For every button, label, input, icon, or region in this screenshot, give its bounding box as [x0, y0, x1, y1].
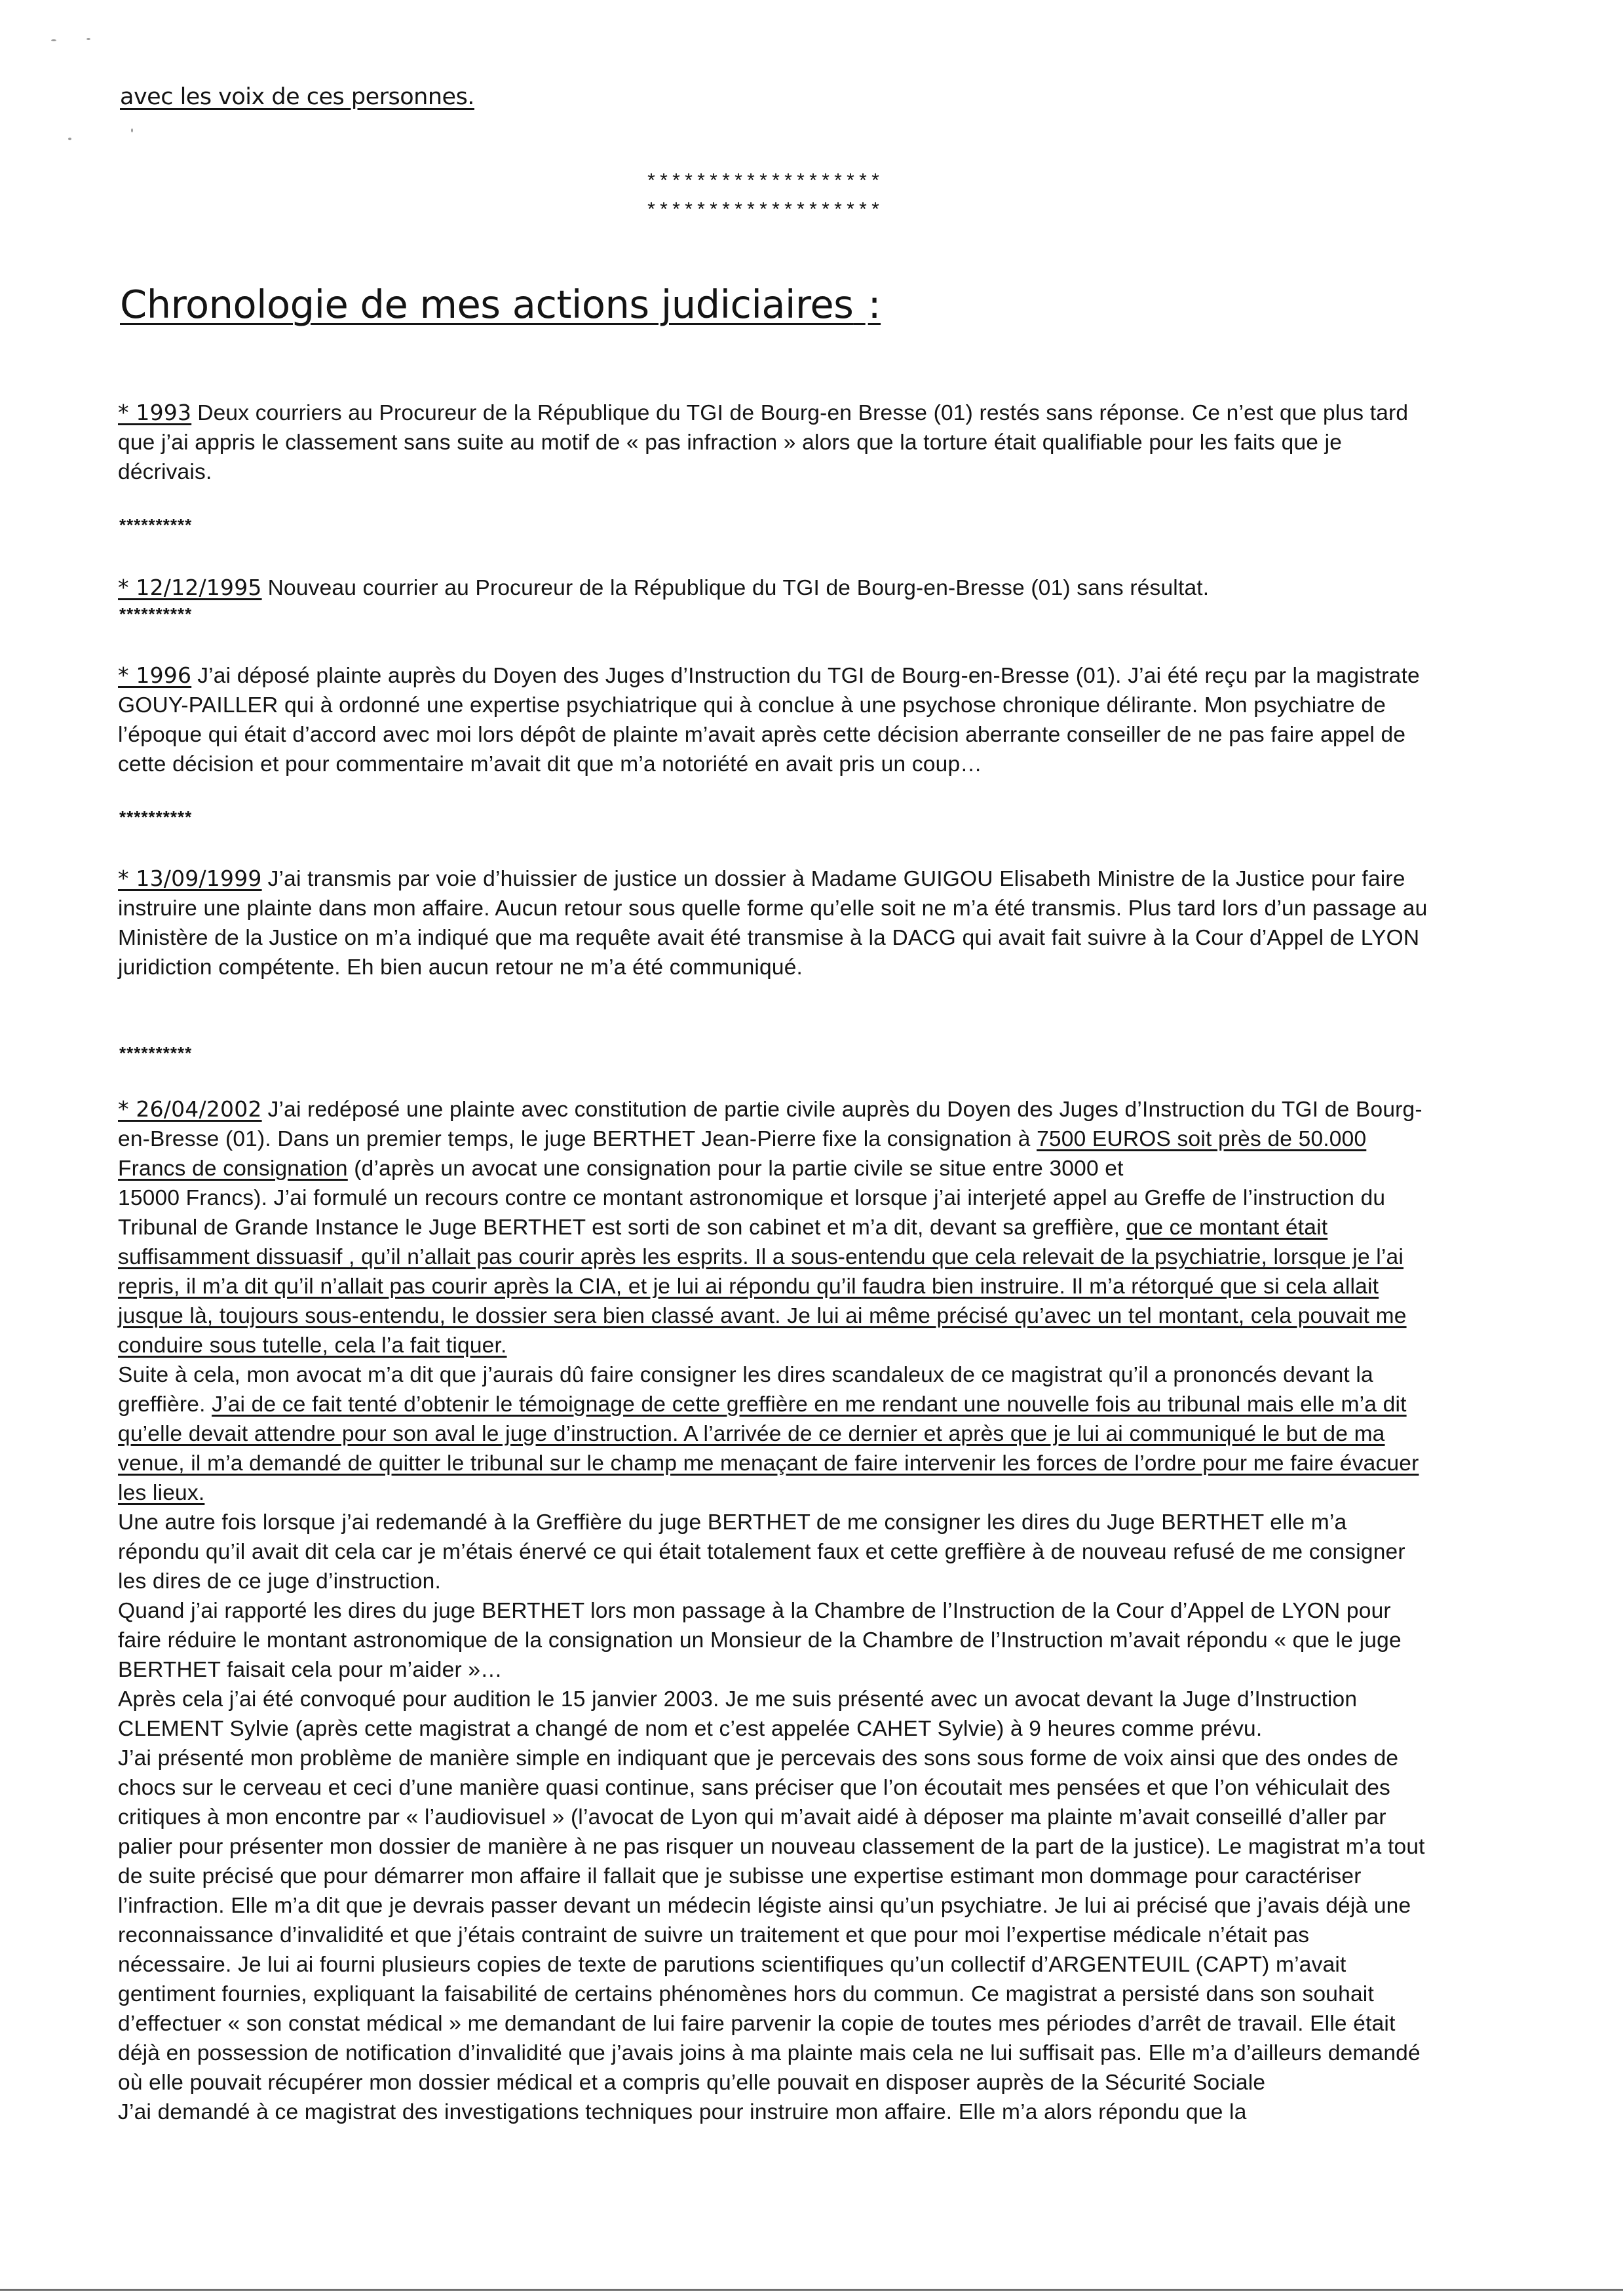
entry-2002-paragraph-5: Quand j’ai rapporté les dires du juge BERTHET lors mon passage à la Chambre de l’Instruction de la Cour d’Appel de LYON pour faire réduire le montant astronomique de la consignation un Monsieur de la Chambre de l’Instruction m’avait répondu « que le juge BERTHET faisait cela pour m’aider »…: [118, 1599, 1402, 1682]
page-title: [120, 282, 881, 327]
entry-text-underlined: 7500 EUROS soit près de 50.000 Francs de consignation: [118, 1127, 1367, 1181]
entry-date: * 1996: [118, 662, 192, 688]
entry-text: J’ai déposé plainte auprès du Doyen des Juges d’Instruction du TGI de Bourg-en-Bresse (01). J’ai été reçu par la magistrate GOUY-PAILLER qui à ordonné une expertise psychiatrique qui à conclue à une psychose chronique délirante. Mon psychiatre de l’époque qui était d’accord avec moi lors dépôt de plainte m’avait après cette décision aberrante conseiller de ne pas faire appel de cette décision et pour commentaire m’avait dit que m’a notoriété en avait pris un coup…: [118, 664, 1420, 776]
entry-date: * 12/12/1995: [118, 575, 262, 600]
entry-date: * 26/04/2002: [118, 1096, 262, 1122]
entry-2002-paragraph-3: [118, 1360, 1428, 1508]
separator: **********: [119, 807, 193, 827]
separator: **********: [119, 515, 193, 535]
page-title-text: Chronologie de mes actions judiciaires: [120, 282, 854, 327]
entry-2002-paragraph-2: [118, 1183, 1428, 1360]
entry-text: Suite à cela, mon avocat m’a dit que j’aurais dû faire consigner les dires scandaleux de ce magistrat qu’il a prononcés devant la greffière.: [118, 1363, 1373, 1417]
entry-2002-paragraph-6: Après cela j’ai été convoqué pour audition le 15 janvier 2003. Je me suis présenté avec un avocat devant la Juge d’Instruction CLEMENT Sylvie (après cette magistrat a changé de nom et c’est appelée CAHET Sylvie) à 9 heures comme prévu.: [118, 1687, 1358, 1741]
bottom-scan-edge: [0, 2289, 1623, 2291]
asterisk-divider-2: *******************: [645, 201, 883, 223]
entry-date: * 1993: [118, 400, 192, 425]
entry-1999: [118, 864, 1428, 982]
entry-2002-paragraph-7: J’ai présenté mon problème de manière simple en indiquant que je percevais des sons sous forme de voix ainsi que des ondes de chocs sur le cerveau et ceci d’une manière quasi continue, sans préciser que l’on écoutait mes pensées et que l’on véhiculait des critiques à mon encontre par « l’audiovisuel » (l’avocat de Lyon qui m’avait aidé à déposer ma plainte m’avait conseillé d’aller par palier pour présenter mon dossier de manière à ne pas risquer un nouveau classement de la part de la justice). Le magistrat m’a tout de suite précisé que pour démarrer mon affaire il fallait que je subisse une expertise estimant mon dommage pour caractériser l’infraction. Elle m’a dit que je devrais passer devant un médecin légiste ainsi qu’un psychiatre. Je lui ai précisé que j’avais déjà une reconnaissance d’invalidité et que j’étais contraint de suivre un traitement et que pour moi l’expertise médicale n’était pas nécessaire. Je lui ai fourni plusieurs copies de texte de parutions scientifiques qu’un collectif d’ARGENTEUIL (CAPT) m’avait gentiment fournies, expliquant la faisabilité de certains phénomènes hors du commun. Ce magistrat a persisté dans son souhait d’effectuer « son constat médical » me demandant de lui faire parvenir la copie de toutes mes périodes d’arrêt de travail. Elle était déjà en possession de notification d’invalidité que j’avais joins à ma plainte mais cela ne lui suffisait pas. Elle m’a d’ailleurs demandé où elle pouvait récupérer mon dossier médical et a compris qu’elle pouvait en disposer auprès de la Sécurité Sociale: [118, 1746, 1425, 2095]
entry-1993: [118, 398, 1428, 487]
entry-text: J’ai transmis par voie d’huissier de justice un dossier à Madame GUIGOU Elisabeth Ministre de la Justice pour faire instruire une plainte dans mon affaire. Aucun retour sous quelle forme qu’elle soit ne m’a été transmis. Plus tard lors d’un passage au Ministère de la Justice on m’a indiqué que ma requête avait été transmise à la DACG qui avait fait suivre à la Cour d’Appel de LYON juridiction compétente. Eh bien aucun retour ne m’a été communiqué.: [118, 867, 1428, 980]
entry-2002-paragraph-4: Une autre fois lorsque j’ai redemandé à la Greffière du juge BERTHET de me consigner les dires du Juge BERTHET elle m’a répondu qu’il avait dit cela car je m’étais énervé ce qui était totalement faux et cette greffière à de nouveau refusé de me consigner les dires de ce juge d’instruction.: [118, 1510, 1405, 1594]
entry-2002-paragraph-1: [118, 1094, 1428, 1183]
scan-speck: [51, 39, 56, 41]
entry-text: Deux courriers au Procureur de la République du TGI de Bourg-en Bresse (01) restés sans réponse. Ce n’est que plus tard que j’ai appris le classement sans suite au motif de « pas infraction » alors que la torture était qualifiable pour les faits que je décrivais.: [118, 401, 1409, 484]
entry-text: 15000 Francs). J’ai formulé un recours contre ce montant astronomique et lorsque j’ai interjeté appel au Greffe de l’instruction du Tribunal de Grande Instance le Juge BERTHET est sorti de son cabinet et m’a dit, devant sa greffière,: [118, 1186, 1386, 1240]
entry-text: J’ai redéposé une plainte avec constitution de partie civile auprès du Doyen des Juges d’Instruction du TGI de Bourg-en-Bresse (01). Dans un premier temps, le juge BERTHET Jean-Pierre fixe la consignation à: [118, 1098, 1423, 1151]
separator: **********: [119, 1043, 193, 1063]
entry-text-underlined: J’ai de ce fait tenté d’obtenir le témoignage de cette greffière en me rendant une nouvelle fois au tribunal mais elle m’a dit qu’elle devait attendre pour son aval le juge d’instruction. A l’arrivée de ce dernier et après que je lui ai communiqué le but de ma venue, il m’a demandé de quitter le tribunal sur le champ me menaçant de faire intervenir les forces de l’ordre pour me faire évacuer les lieux.: [118, 1392, 1419, 1505]
entry-text: Nouveau courrier au Procureur de la République du TGI de Bourg-en-Bresse (01) sans résultat.: [267, 576, 1210, 600]
scan-speck: [131, 128, 133, 132]
entry-text-underlined: que ce montant était suffisamment dissuasif , qu’il n’allait pas courir après les esprits. Il a sous-entendu que cela relevait de la psychiatrie, lorsque je l’ai repris, il m’a dit qu’il n’allait pas courir après la CIA, et je lui ai répondu qu’il faudra bien instruire. Il m’a rétorqué que si cela allait jusque là, toujours sous-entendu, le dossier sera bien classé avant. Je lui ai même précisé qu’avec un tel montant, cela pouvait me conduire sous tutelle, cela l’a fait tiquer.: [118, 1215, 1407, 1358]
asterisk-divider-1: *******************: [645, 172, 883, 194]
separator: **********: [119, 604, 193, 624]
entry-1996: [118, 660, 1428, 779]
entry-2002: [118, 1094, 1428, 2127]
scan-speck: [68, 138, 71, 140]
page-title-colon: :: [868, 282, 881, 327]
entry-2002-paragraph-8: J’ai demandé à ce magistrat des investigations techniques pour instruire mon affaire. Elle m’a alors répondu que la: [118, 2100, 1247, 2124]
scan-speck: [86, 38, 90, 40]
entry-text: (d’après un avocat une consignation pour la partie civile se situe entre 3000 et: [347, 1157, 1124, 1181]
continuation-line: avec les voix de ces personnes.: [120, 84, 474, 110]
entry-date: * 13/09/1999: [118, 866, 262, 891]
entry-1995: [118, 573, 1428, 603]
